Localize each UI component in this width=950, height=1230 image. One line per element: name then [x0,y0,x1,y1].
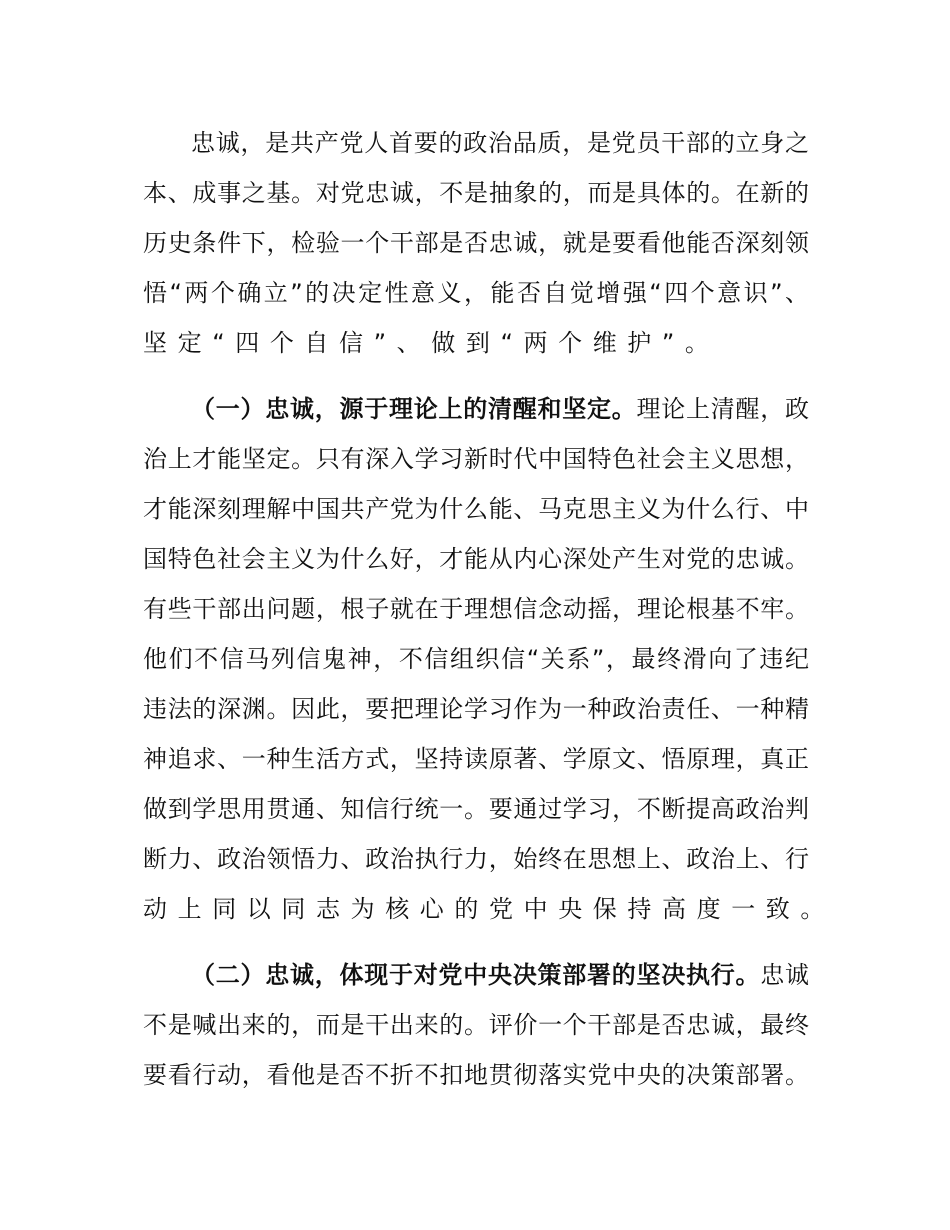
text-line: 历史条件下，检验一个干部是否忠诚，就是要看他能否深刻领 [143,229,809,257]
text-line: 才能深刻理解中国共产党为什么能、马克思主义为什么行、中 [143,495,809,523]
section-heading: （二）忠诚，体现于对党中央决策部署的坚决执行。 [191,961,761,989]
paragraph-theory [143,384,835,934]
text-line: 本、成事之基。对党忠诚，不是抽象的，而是具体的。在新的 [143,179,809,207]
text-line: 忠诚，是共产党人首要的政治品质，是党员干部的立身之 [191,129,809,157]
section-heading: （一）忠诚，源于理论上的清醒和坚定。 [191,395,637,423]
text-line: 国特色社会主义为什么好，才能从内心深处产生对党的忠诚。 [143,545,809,573]
paragraph-execution [143,950,809,1100]
text-line: 动上同以同志为核心的党中央保持高度一致。 [143,895,835,923]
text-line: 神追求、一种生活方式，坚持读原著、学原文、悟原理，真正 [143,745,809,773]
text-span: 忠诚 [760,961,809,989]
text-line: 坚定“四个自信”、做到“两个维护”。 [143,329,720,357]
document-page [143,118,835,1116]
paragraph-intro [143,118,809,368]
text-line: 要看行动，看他是否不折不扣地贯彻落实党中央的决策部署。 [143,1061,809,1089]
text-line: 断力、政治领悟力、政治执行力，始终在思想上、政治上、行 [143,845,809,873]
text-line: 悟“两个确立”的决定性意义，能否自觉增强“四个意识”、 [143,279,809,307]
text-line: 有些干部出问题，根子就在于理想信念动摇，理论根基不牢。 [143,595,809,623]
text-span: 理论上清醒，政 [636,395,809,423]
text-line: 不是喊出来的，而是干出来的。评价一个干部是否忠诚，最终 [143,1011,809,1039]
text-line [143,384,809,434]
text-line: 违法的深渊。因此，要把理论学习作为一种政治责任、一种精 [143,695,809,723]
text-line: 治上才能坚定。只有深入学习新时代中国特色社会主义思想， [143,445,809,473]
text-line: 他们不信马列信鬼神，不信组织信“关系”，最终滑向了违纪 [143,645,809,673]
text-line: 做到学思用贯通、知信行统一。要通过学习，不断提高政治判 [143,795,809,823]
text-line [143,950,809,1000]
